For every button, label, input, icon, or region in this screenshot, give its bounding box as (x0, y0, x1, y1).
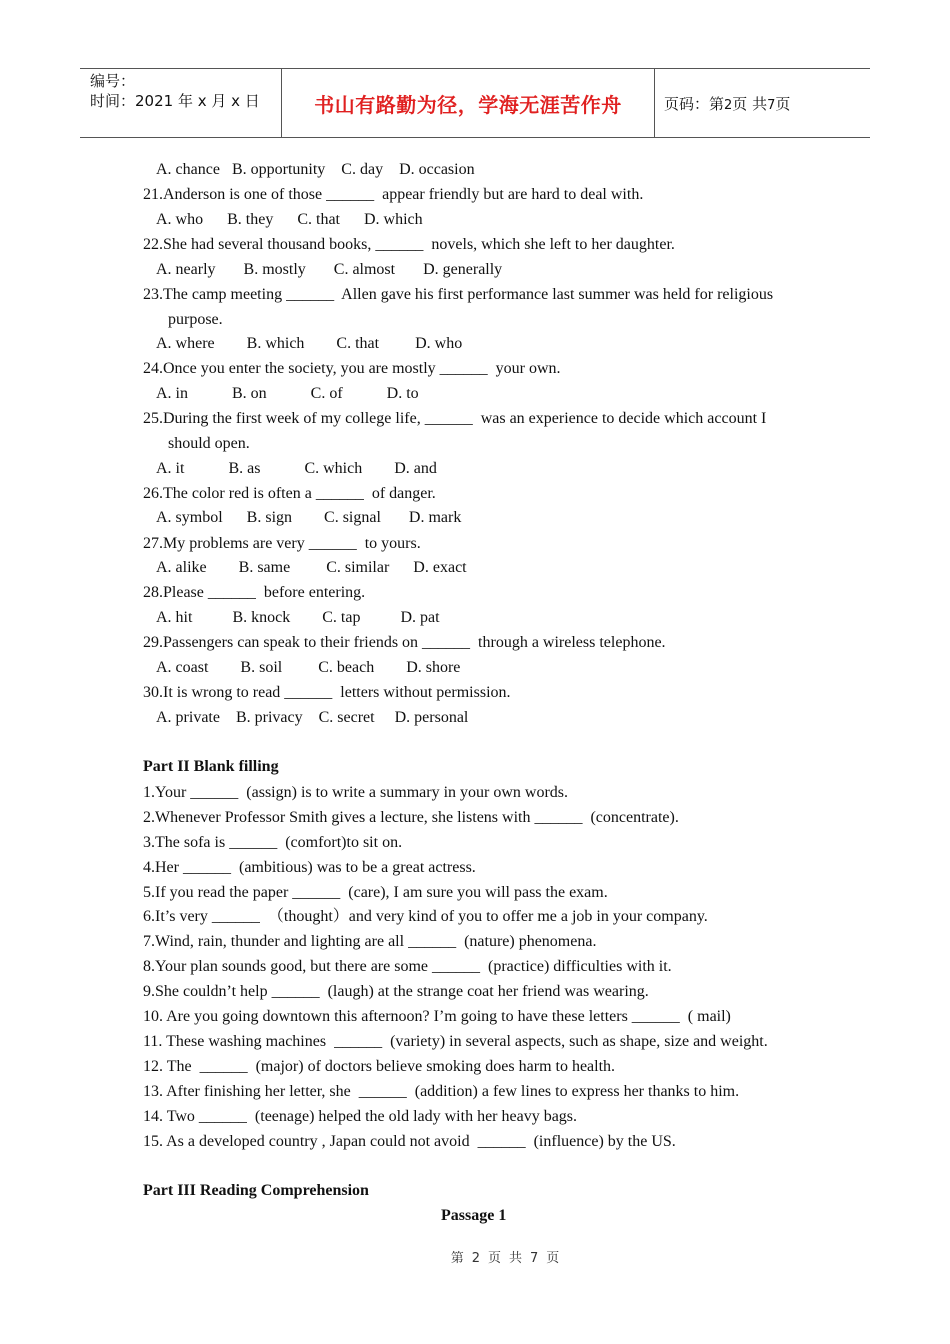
question-continuation: purpose. (168, 311, 223, 328)
blank-item: 7.Wind, rain, thunder and lighting are all ______ (nature) phenomena. (143, 933, 597, 950)
options-line: A. private B. privacy C. secret D. personal (156, 709, 469, 726)
question-line: 22.She had several thousand books, ______ novels, which she left to her daughter. (143, 236, 675, 253)
blank-item: 11. These washing machines ______ (variety) in several aspects, such as shape, size and weight. (143, 1033, 768, 1050)
question-line: 26.The color red is often a ______ of danger. (143, 485, 436, 502)
blank-item: 15. As a developed country , Japan could not avoid ______ (influence) by the US. (143, 1133, 676, 1150)
blank-item: 4.Her ______ (ambitious) was to be a great actress. (143, 859, 476, 876)
options-line: A. where B. which C. that D. who (156, 335, 463, 352)
time-label: 时间：2021 年 x 月 x 日 (90, 92, 260, 110)
blank-item: 8.Your plan sounds good, but there are some ______ (practice) difficulties with it. (143, 958, 672, 975)
options-line: A. who B. they C. that D. which (156, 211, 423, 228)
question-line: 23.The camp meeting ______ Allen gave his first performance last summer was held for religious (143, 286, 774, 303)
blank-item: 2.Whenever Professor Smith gives a lecture, she listens with ______ (concentrate). (143, 809, 679, 826)
options-line: A. in B. on C. of D. to (156, 385, 419, 402)
blank-item: 10. Are you going downtown this afternoon? I’m going to have these letters ______ ( mail) (143, 1008, 731, 1025)
blank-item: 12. The ______ (major) of doctors believe smoking does harm to health. (143, 1058, 616, 1075)
blank-item: 5.If you read the paper ______ (care), I am sure you will pass the exam. (143, 884, 608, 901)
blank-item: 13. After finishing her letter, she ______ (addition) a few lines to express her thanks to him. (143, 1083, 740, 1100)
passage-title: Passage 1 (441, 1207, 507, 1224)
options-line: A. chance B. opportunity C. day D. occasion (156, 161, 475, 178)
page-footer: 第 2 页 共 7 页 (450, 1251, 560, 1266)
question-line: 25.During the first week of my college life, ______ was an experience to decide which account I (143, 410, 767, 427)
question-line: 27.My problems are very ______ to yours. (143, 535, 421, 552)
blank-item: 6.It’s very ______ （thought）and very kind of you to offer me a job in your company. (143, 908, 708, 925)
question-line: 24.Once you enter the society, you are mostly ______ your own. (143, 360, 561, 377)
options-line: A. symbol B. sign C. signal D. mark (156, 509, 462, 526)
blank-item: 1.Your ______ (assign) is to write a summary in your own words. (143, 784, 569, 801)
question-continuation: should open. (168, 435, 250, 452)
options-line: A. coast B. soil C. beach D. shore (156, 659, 461, 676)
section-heading: Part III Reading Comprehension (143, 1182, 369, 1199)
question-line: 28.Please ______ before entering. (143, 584, 366, 601)
options-line: A. hit B. knock C. tap D. pat (156, 609, 440, 626)
question-line: 30.It is wrong to read ______ letters without permission. (143, 684, 511, 701)
question-line: 29.Passengers can speak to their friends on ______ through a wireless telephone. (143, 634, 666, 651)
header-left (90, 71, 260, 111)
code-label: 编号： (90, 72, 136, 90)
options-line: A. nearly B. mostly C. almost D. generally (156, 261, 503, 278)
header-motto: 书山有路勤为径，学海无涯苦作舟 (314, 93, 622, 117)
blank-item: 9.She couldn’t help ______ (laugh) at the strange coat her friend was wearing. (143, 983, 649, 1000)
options-line: A. it B. as C. which D. and (156, 460, 437, 477)
header-divider (654, 69, 655, 137)
options-line: A. alike B. same C. similar D. exact (156, 559, 467, 576)
header-page-number: 页码：第2页 共7页 (664, 95, 791, 113)
question-line: 21.Anderson is one of those ______ appear friendly but are hard to deal with. (143, 186, 644, 203)
blank-item: 3.The sofa is ______ (comfort)to sit on. (143, 834, 403, 851)
section-heading: Part II Blank filling (143, 758, 279, 775)
page-header (80, 68, 870, 138)
blank-item: 14. Two ______ (teenage) helped the old lady with her heavy bags. (143, 1108, 578, 1125)
